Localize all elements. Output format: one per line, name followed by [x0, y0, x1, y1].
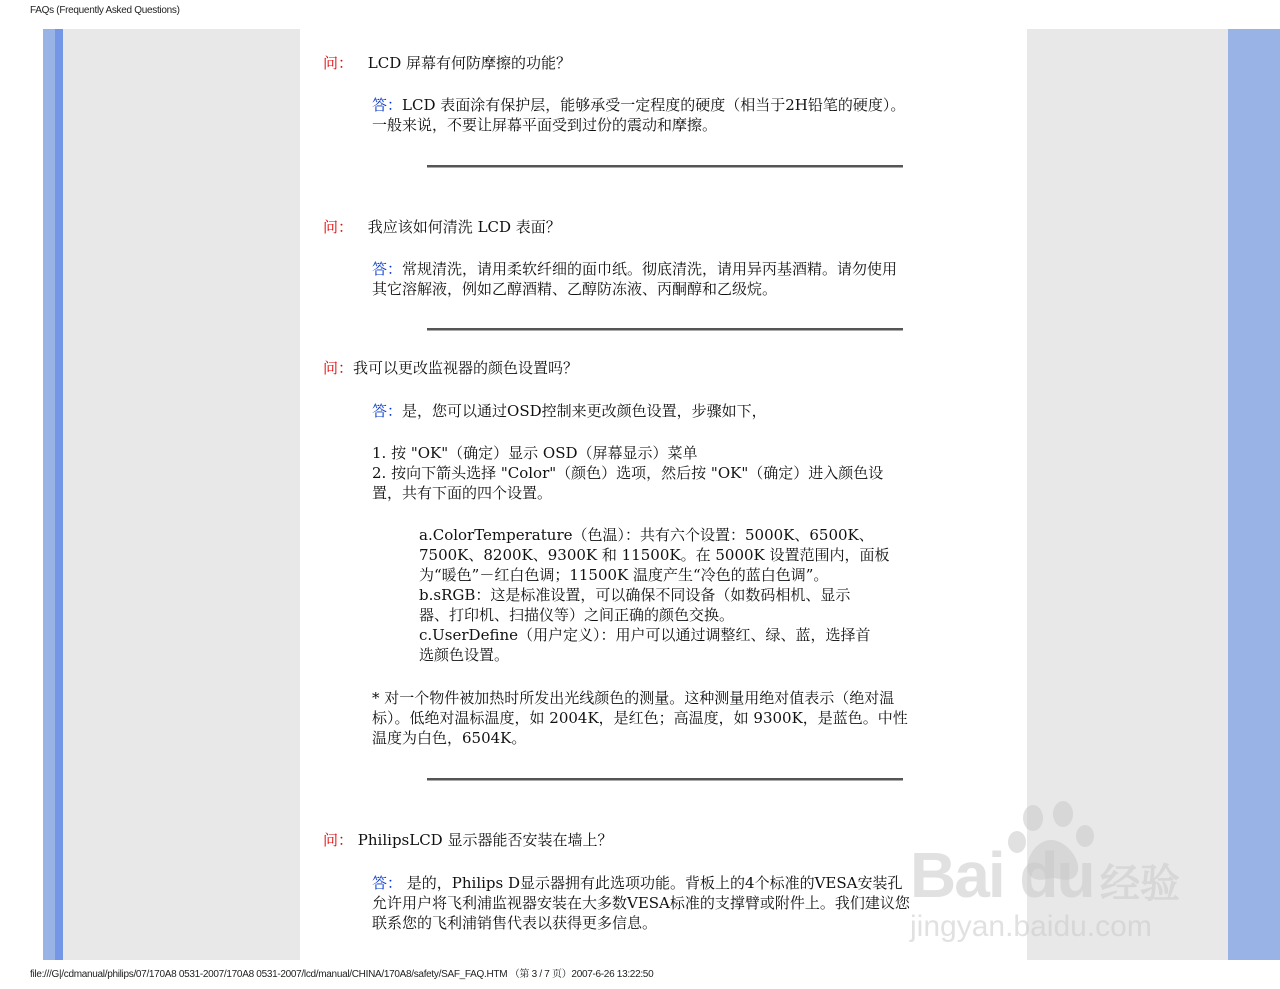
watermark-url: jingyan.baidu.com [910, 910, 1152, 943]
question-1 [323, 52, 571, 73]
sub-item-line: 器、打印机、扫描仪等）之间正确的颜色交换。 [419, 606, 735, 624]
answer-4 [372, 873, 962, 933]
question-4-text: PhilipsLCD 显示器能否安装在墙上？ [357, 831, 613, 849]
answer-4-line: 是的，Philips D显示器拥有此选项功能。背板上的4个标准的VESA安装孔 [402, 874, 903, 892]
watermark-brand-cn: 经验 [1100, 861, 1180, 907]
question-1-text: LCD 屏幕有何防摩擦的功能？ [367, 54, 572, 72]
question-marker: 问： [323, 831, 354, 849]
note-line: 温度为白色，6504K。 [372, 729, 527, 747]
answer-marker: 答： [372, 260, 403, 278]
answer-3-steps [372, 443, 962, 503]
divider [427, 778, 903, 781]
answer-2-line: 其它溶解液，例如乙醇酒精、乙醇防冻液、丙酮醇和乙级烷。 [372, 280, 778, 298]
step-item: 2. 按向下箭头选择 "Color"（颜色）选项，然后按 "OK"（确定）进入颜色设 [372, 464, 884, 482]
step-item: 1. 按 "OK"（确定）显示 OSD（屏幕显示）菜单 [372, 444, 698, 462]
answer-4-line: 允许用户将飞利浦监视器安装在大多数VESA标准的支撑臂或附件上。我们建议您 [372, 894, 910, 912]
answer-1 [372, 95, 962, 135]
question-marker: 问： [323, 218, 354, 236]
color-temperature-note [372, 688, 962, 748]
sub-item-line: 选颜色设置。 [419, 646, 510, 664]
sub-item-line: c.UserDefine（用户定义）：用户可以通过调整红、绿、蓝，选择首 [419, 626, 871, 644]
page-header-title: FAQs (Frequently Asked Questions) [30, 5, 180, 16]
answer-4-line: 联系您的飞利浦销售代表以获得更多信息。 [372, 914, 658, 932]
divider [427, 328, 903, 331]
right-blue-bar [1228, 29, 1280, 960]
sub-item-line: 7500K、8200K、9300K 和 11500K。在 5000K 设置范围内，面板 [419, 546, 890, 564]
answer-marker: 答： [372, 96, 403, 114]
question-marker: 问： [323, 359, 354, 377]
watermark-brand: Bai du [910, 839, 1094, 911]
sub-item-line: 为“暖色”－红白色调；11500K 温度产生“冷色的蓝白色调”。 [419, 566, 829, 584]
question-marker: 问： [323, 54, 354, 72]
note-line: 标）。低绝对温标温度，如 2004K，是红色；高温度，如 9300K，是蓝色。中性 [372, 709, 908, 727]
answer-1-line: 一般来说，不要让屏幕平面受到过份的震动和摩擦。 [372, 116, 718, 134]
question-3-text: 我可以更改监视器的颜色设置吗？ [353, 359, 579, 377]
sub-item-line: b.sRGB：这是标准设置，可以确保不同设备（如数码相机、显示 [419, 586, 851, 604]
answer-3-intro-text: 是，您可以通过OSD控制来更改颜色设置，步骤如下， [402, 402, 767, 420]
note-line: * 对一个物件被加热时所发出光线颜色的测量。这种测量用绝对值表示（绝对温 [372, 689, 895, 707]
answer-3-intro [372, 401, 962, 421]
color-settings-list [419, 525, 919, 665]
left-gray-panel [63, 29, 300, 960]
left-dark-blue-bar [55, 29, 63, 960]
question-3 [323, 357, 578, 378]
sub-item-line: a.ColorTemperature（色温）：共有六个设置：5000K、6500K、 [419, 526, 874, 544]
question-2-text: 我应该如何清洗 LCD 表面？ [367, 218, 561, 236]
left-blue-bar [43, 29, 55, 960]
question-4 [323, 829, 612, 850]
page-footer-path: file:///G|/cdmanual/philips/07/170A8 0531-2007/170A8 0531-2007/lcd/manual/CHINA/170A8/safety/SAF_FAQ.HTM （第 3 / 7 页）2007-6-26 13:22:50 [30, 969, 654, 980]
answer-marker: 答： [372, 874, 403, 892]
baidu-jingyan-watermark [900, 800, 1200, 950]
step-item: 置，共有下面的四个设置。 [372, 484, 553, 502]
answer-2 [372, 259, 962, 299]
question-2 [323, 216, 561, 237]
answer-2-line: 常规清洗，请用柔软纤细的面巾纸。彻底清洗，请用异丙基酒精。请勿使用 [402, 260, 898, 278]
answer-marker: 答： [372, 402, 403, 420]
divider [427, 165, 903, 168]
answer-1-line: LCD 表面涂有保护层，能够承受一定程度的硬度（相当于2H铅笔的硬度）。 [402, 96, 906, 114]
